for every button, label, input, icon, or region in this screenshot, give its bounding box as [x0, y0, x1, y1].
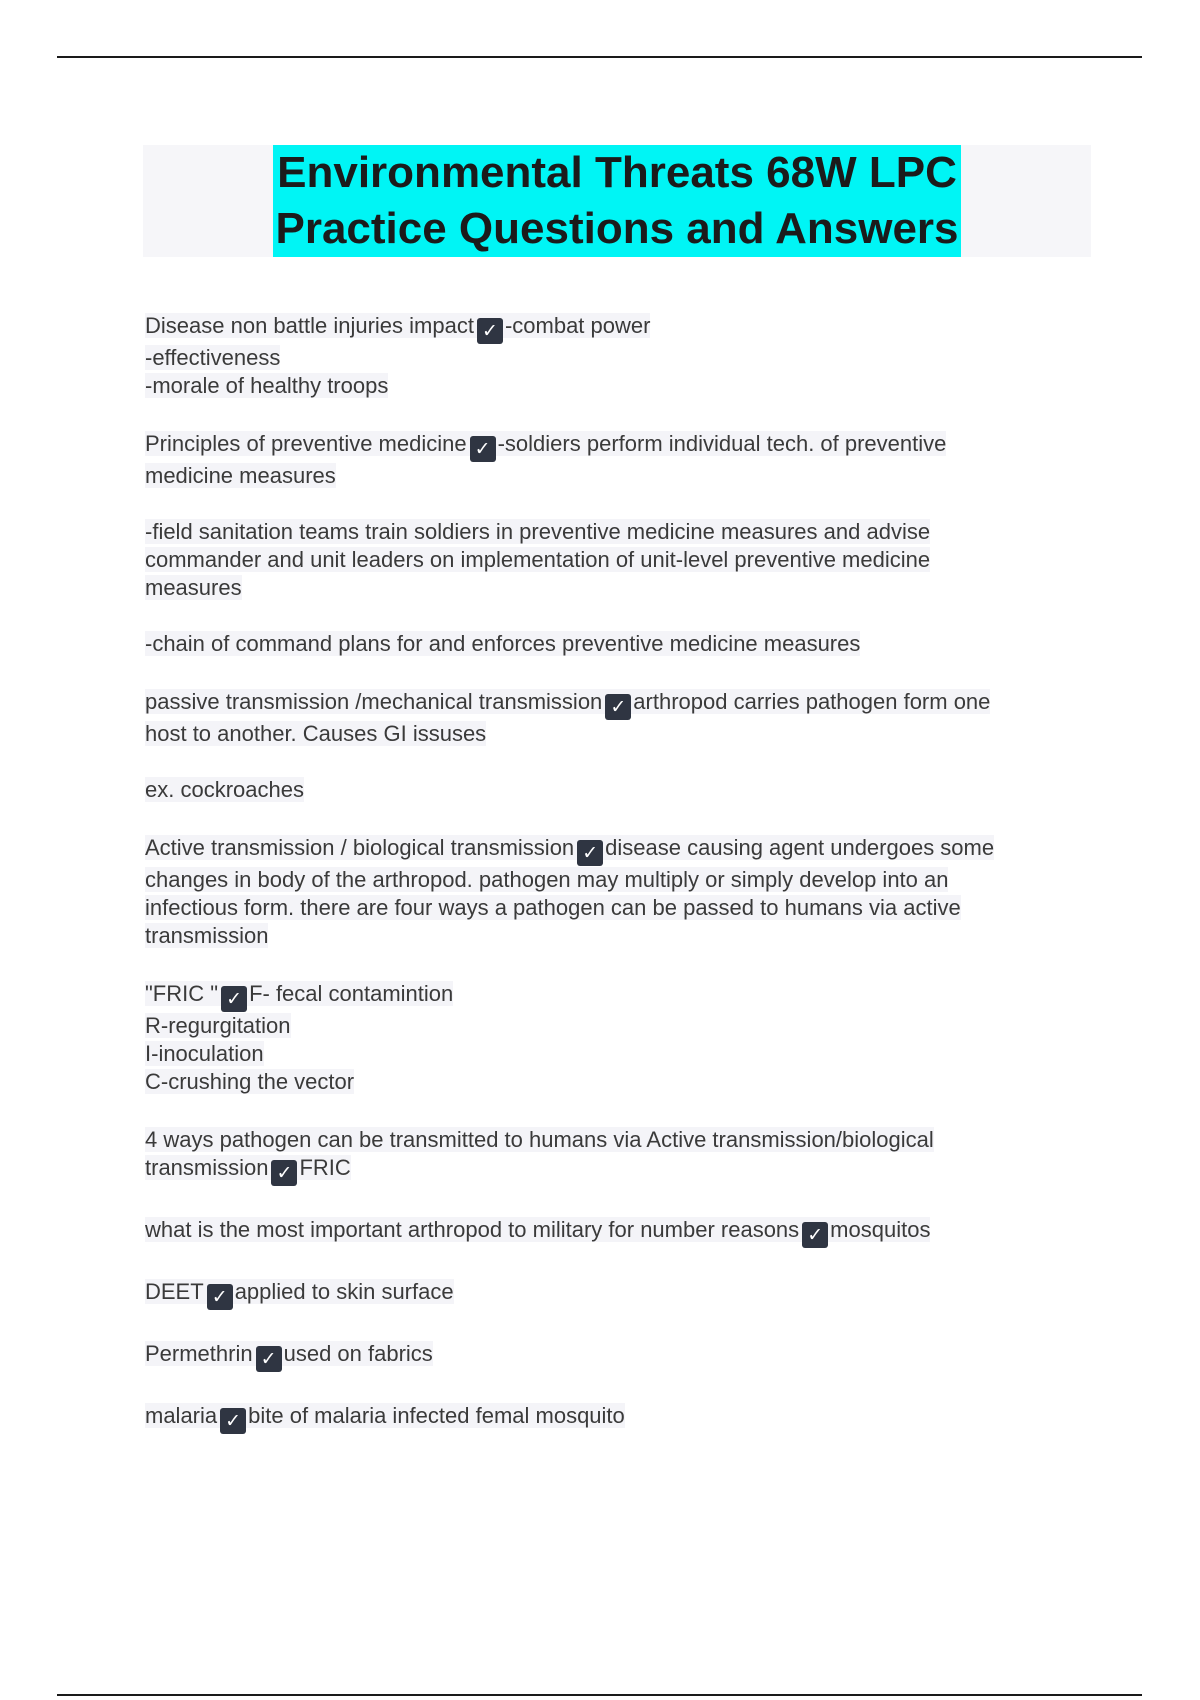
answer-line: commander and unit leaders on implementation of unit-level preventive medicine [145, 547, 931, 572]
term: "FRIC " [145, 981, 219, 1006]
qa-list [145, 312, 1085, 1464]
qa-entry [145, 834, 1085, 950]
answer-line: host to another. Causes GI issuses [145, 721, 487, 746]
answer-line: -field sanitation teams train soldiers in preventive medicine measures and advise [145, 519, 931, 544]
checkbox-checked-icon: ✓ [605, 694, 631, 720]
qa-entry [145, 1278, 1085, 1310]
answer: -soldiers perform individual tech. of preventive [497, 431, 947, 456]
qa-entry [145, 980, 1085, 1096]
answer-line: changes in body of the arthropod. pathogen may multiply or simply develop into an [145, 867, 949, 892]
term: malaria [145, 1403, 218, 1428]
answer: disease causing agent undergoes some [605, 835, 995, 860]
answer-line: ex. cockroaches [145, 777, 304, 802]
qa-entry [145, 688, 1085, 804]
answer: bite of malaria infected femal mosquito [248, 1403, 625, 1428]
answer-paragraph [145, 518, 1085, 602]
answer-line: I-inoculation [145, 1041, 264, 1066]
term-line: 4 ways pathogen can be transmitted to humans via Active transmission/biological [145, 1127, 934, 1152]
term: Active transmission / biological transmission [145, 835, 575, 860]
document-title [273, 145, 960, 257]
answer: used on fabrics [283, 1341, 433, 1366]
checkbox-checked-icon: ✓ [577, 840, 603, 866]
title-wrap [0, 145, 1200, 257]
term: Principles of preventive medicine [145, 431, 467, 456]
answer-line: -effectiveness [145, 345, 281, 370]
checkbox-checked-icon: ✓ [256, 1346, 282, 1372]
checkbox-checked-icon: ✓ [220, 1408, 246, 1434]
answer-line: -morale of healthy troops [145, 373, 389, 398]
answer: arthropod carries pathogen form one [633, 689, 991, 714]
answer-line: transmission [145, 923, 269, 948]
top-rule [57, 56, 1142, 58]
answer: applied to skin surface [234, 1279, 454, 1304]
answer-paragraph [145, 630, 1085, 658]
answer-line: R-regurgitation [145, 1013, 291, 1038]
title-line-2: Practice Questions and Answers [275, 204, 959, 253]
term: Disease non battle injuries impact [145, 313, 474, 338]
qa-entry [145, 312, 1085, 400]
checkbox-checked-icon: ✓ [207, 1284, 233, 1310]
bottom-rule [57, 1694, 1142, 1696]
answer: FRIC [299, 1155, 351, 1180]
answer-line: -chain of command plans for and enforces preventive medicine measures [145, 631, 861, 656]
term: transmission [145, 1155, 269, 1180]
checkbox-checked-icon: ✓ [477, 318, 503, 344]
checkbox-checked-icon: ✓ [221, 986, 247, 1012]
qa-entry [145, 430, 1085, 658]
answer-line: medicine measures [145, 463, 336, 488]
answer-paragraph [145, 776, 1085, 804]
qa-entry [145, 1126, 1085, 1186]
checkbox-checked-icon: ✓ [470, 436, 496, 462]
answer: mosquitos [830, 1217, 931, 1242]
answer-line: C-crushing the vector [145, 1069, 355, 1094]
qa-entry [145, 1216, 1085, 1248]
checkbox-checked-icon: ✓ [271, 1160, 297, 1186]
answer: -combat power [504, 313, 651, 338]
answer-line: infectious form. there are four ways a pathogen can be passed to humans via active [145, 895, 961, 920]
term: passive transmission /mechanical transmission [145, 689, 603, 714]
term: Permethrin [145, 1341, 253, 1366]
checkbox-checked-icon: ✓ [802, 1222, 828, 1248]
qa-entry [145, 1402, 1085, 1434]
answer: F- fecal contamintion [249, 981, 454, 1006]
term: DEET [145, 1279, 204, 1304]
title-line-1: Environmental Threats 68W LPC [277, 148, 957, 197]
qa-entry [145, 1340, 1085, 1372]
term: what is the most important arthropod to military for number reasons [145, 1217, 800, 1242]
answer-line: measures [145, 575, 242, 600]
